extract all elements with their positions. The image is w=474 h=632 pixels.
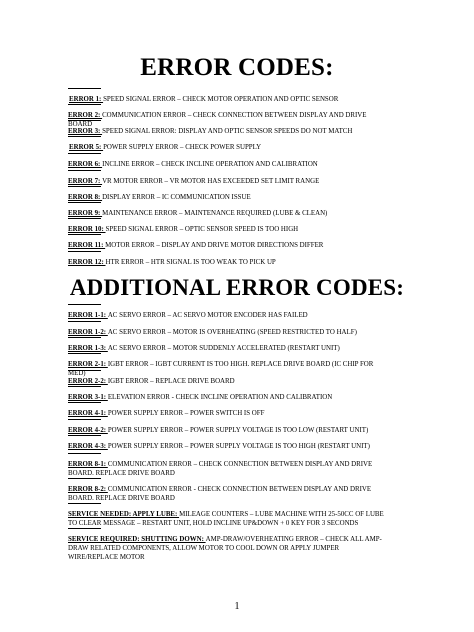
list-item (68, 535, 390, 562)
page-number: 1 (234, 601, 240, 612)
divider (68, 528, 101, 529)
error-description: AC SERVO ERROR – AC SERVO MOTOR ENCODER HAS FAILED (107, 312, 308, 319)
error-code: ERROR 1-3: (68, 345, 108, 352)
divider (68, 478, 101, 479)
divider (68, 153, 101, 154)
error-description: AC SERVO ERROR – MOTOR IS OVERHEATING (SPEED RESTRICTED TO HALF) (107, 329, 357, 336)
list-item (68, 328, 390, 337)
divider (68, 337, 101, 338)
list-item (68, 160, 390, 169)
divider (68, 402, 101, 403)
error-code: ERROR 3: (68, 128, 103, 135)
error-description: POWER SUPPLY ERROR – CHECK POWER SUPPLY (103, 144, 262, 151)
divider (68, 186, 101, 187)
list-item (68, 127, 390, 136)
error-code: ERROR 9: (68, 210, 103, 217)
list-item (68, 193, 390, 202)
error-description: SPEED SIGNAL ERROR – CHECK MOTOR OPERATION AND OPTIC SENSOR (103, 96, 339, 103)
divider (68, 370, 101, 371)
error-code: ERROR 12: (68, 259, 106, 266)
divider (68, 170, 101, 171)
error-description: AMP-DRAW/OVERHEATING ERROR – CHECK ALL AMP-DRAW RELATED COMPONENTS, ALLOW MOTOR TO COOL DOWN OR APPLY JUMPER WIRE/REPLACE MOTOR (68, 536, 382, 561)
divider (68, 234, 101, 235)
error-description: MAINTENANCE ERROR – MAINTENANCE REQUIRED (LUBE & CLEAN) (102, 210, 328, 217)
divider (68, 453, 101, 454)
list-item (68, 225, 390, 234)
error-code: SERVICE NEEDED: APPLY LUBE: (68, 511, 180, 518)
list-item (68, 177, 390, 186)
divider (68, 136, 101, 137)
error-code: ERROR 5: (69, 144, 104, 151)
error-code: ERROR 2: (68, 112, 103, 119)
error-code: ERROR 1-1: (68, 312, 108, 319)
error-code: ERROR 4-2: (68, 427, 108, 434)
error-description: IGBT ERROR – IGBT CURRENT IS TOO HIGH. REPLACE DRIVE BOARD (IC CHIP FOR MED) (68, 361, 374, 377)
error-code: ERROR 4-3: (68, 443, 108, 450)
list-item (68, 460, 390, 478)
divider (68, 251, 101, 252)
error-code: ERROR 8-2: (68, 486, 108, 493)
error-code: ERROR 8: (68, 194, 103, 201)
additional-title: ADDITIONAL ERROR CODES: (69, 275, 405, 300)
list-item (68, 258, 390, 267)
error-description: INCLINE ERROR – CHECK INCLINE OPERATION AND CALIBRATION (102, 161, 318, 168)
divider (68, 120, 101, 121)
list-item (68, 209, 390, 218)
error-description: AC SERVO ERROR – MOTOR SUDDENLY ACCELERATED (RESTART UNIT) (107, 345, 340, 352)
list-item (68, 95, 390, 104)
list-item (68, 409, 390, 418)
list-item (68, 241, 390, 250)
error-description: MILEAGE COUNTERS – LUBE MACHINE WITH 25-50CC OF LUBE TO CLEAR MESSAGE – RESTART UNIT, HOLD INCLINE UP&DOWN + 0 KEY FOR 3 SECONDS (68, 511, 384, 527)
divider (68, 419, 101, 420)
error-code: ERROR 2-1: (68, 361, 108, 368)
error-code: ERROR 1: (69, 96, 104, 103)
list-item (68, 143, 390, 152)
error-description: DISPLAY ERROR – IC COMMUNICATION ISSUE (102, 194, 251, 201)
list-item (68, 377, 390, 386)
error-code: ERROR 6: (68, 161, 103, 168)
divider (68, 435, 101, 436)
error-code: ERROR 7: (68, 178, 103, 185)
divider (68, 386, 101, 387)
error-description: VR MOTOR ERROR – VR MOTOR HAS EXCEEDED SET LIMIT RANGE (102, 178, 320, 185)
error-description: MOTOR ERROR – DISPLAY AND DRIVE MOTOR DIRECTIONS DIFFER (105, 242, 324, 249)
error-description: IGBT ERROR – REPLACE DRIVE BOARD (107, 378, 235, 385)
error-code: ERROR 11: (68, 242, 106, 249)
error-description: POWER SUPPLY ERROR – POWER SUPPLY VOLTAGE IS TOO LOW (RESTART UNIT) (107, 427, 369, 434)
main-title: ERROR CODES: (140, 54, 334, 81)
divider (68, 321, 101, 322)
divider (68, 353, 101, 354)
error-description: ELEVATION ERROR - CHECK INCLINE OPERATION AND CALIBRATION (107, 394, 333, 401)
divider (68, 202, 101, 203)
error-description: COMMUNICATION ERROR - CHECK CONNECTION BETWEEN DISPLAY AND DRIVE BOARD. REPLACE DRIVE BOARD (68, 486, 372, 502)
divider (68, 503, 101, 504)
error-description: POWER SUPPLY ERROR – POWER SWITCH IS OFF (107, 410, 265, 417)
list-item (68, 485, 390, 503)
list-item (68, 344, 390, 353)
error-code: ERROR 3-1: (68, 394, 108, 401)
list-item (68, 426, 390, 435)
error-code: ERROR 4-1: (68, 410, 108, 417)
error-code: ERROR 10: (68, 226, 106, 233)
error-description: COMMUNICATION ERROR – CHECK CONNECTION BETWEEN DISPLAY AND DRIVE BOARD (68, 112, 367, 128)
error-code: ERROR 1-2: (68, 329, 108, 336)
list-item (68, 442, 390, 451)
list-item (68, 311, 390, 320)
error-description: POWER SUPPLY ERROR – POWER SUPPLY VOLTAGE IS TOO HIGH (RESTART UNIT) (107, 443, 370, 450)
list-item (68, 360, 390, 378)
error-description: HTR ERROR – HTR SIGNAL IS TOO WEAK TO PICK UP (105, 259, 276, 266)
error-code: ERROR 8-1: (68, 461, 108, 468)
error-description: SPEED SIGNAL ERROR – OPTIC SENSOR SPEED IS TOO HIGH (105, 226, 299, 233)
error-description: COMMUNICATION ERROR – CHECK CONNECTION BETWEEN DISPLAY AND DRIVE BOARD. REPLACE DRIVE BOARD (68, 461, 373, 477)
error-code: SERVICE REQUIRED: SHUTTING DOWN: (68, 536, 206, 543)
list-item (68, 510, 390, 528)
divider (68, 104, 101, 105)
divider (68, 88, 101, 89)
divider (68, 218, 101, 219)
divider (68, 304, 101, 305)
error-description: SPEED SIGNAL ERROR: DISPLAY AND OPTIC SENSOR SPEEDS DO NOT MATCH (102, 128, 353, 135)
error-code: ERROR 2-2: (68, 378, 108, 385)
list-item (68, 393, 390, 402)
